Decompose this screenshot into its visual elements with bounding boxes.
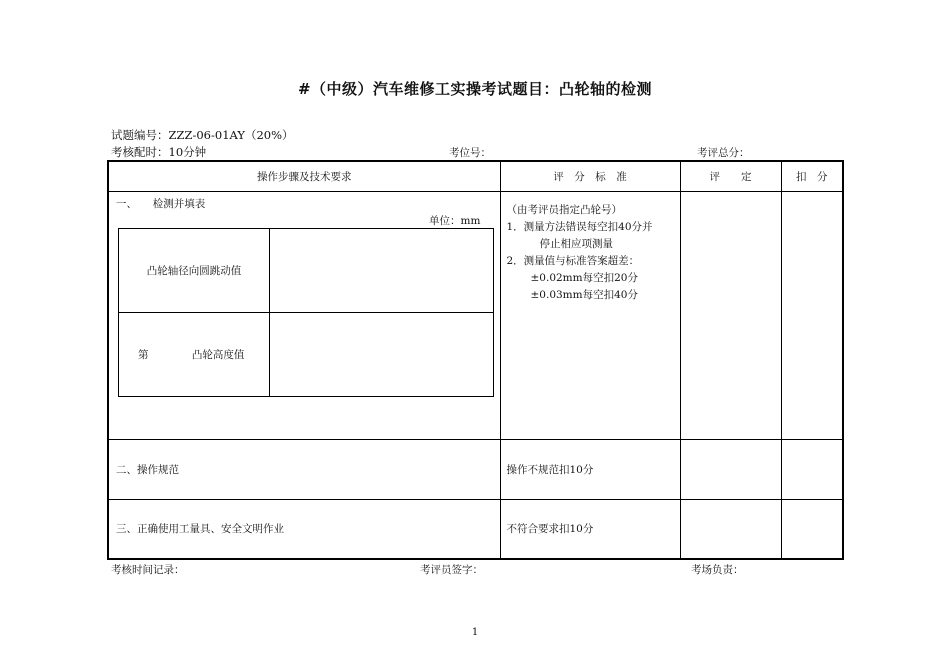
runout-value-field[interactable] (270, 228, 494, 312)
section1-title: 一、 检测并填表 (116, 197, 206, 210)
section1-evaluation-cell[interactable] (680, 191, 781, 439)
header-evaluation: 评 定 (680, 161, 781, 191)
total-score-label: 考评总分： (697, 147, 750, 159)
examiner-signature-label: 考评员签字： (420, 564, 483, 576)
section1-row (108, 191, 843, 439)
section3-criteria: 不符合要求扣10分 (500, 499, 680, 559)
section2-criteria: 操作不规范扣10分 (500, 439, 680, 499)
cam-number-prefix: 第 (138, 348, 149, 361)
section3-deduction-cell[interactable] (781, 499, 843, 559)
section1-steps-cell (108, 191, 500, 439)
section3-title: 三、正确使用工量具、安全文明作业 (108, 499, 500, 559)
scoring-table (107, 160, 844, 560)
criteria-item-1: 1．测量方法错误每空扣40分并 (506, 220, 653, 233)
unit-label: 单位：mm (429, 214, 481, 227)
page-number: 1 (471, 627, 479, 638)
section2-deduction-cell[interactable] (781, 439, 843, 499)
section1-deduction-cell[interactable] (781, 191, 843, 439)
venue-lead-label: 考场负责： (691, 564, 744, 576)
measurement-row (119, 312, 494, 396)
criteria-tolerance-2: ±0.03mm每空扣40分 (530, 288, 638, 301)
cam-height-label: 凸轮高度值 (191, 348, 245, 361)
cam-height-value-field[interactable] (270, 312, 494, 396)
section2-row (108, 439, 843, 499)
exam-time-record-label: 考核时间记录： (111, 564, 185, 576)
header-deduction: 扣 分 (781, 161, 843, 191)
document-title: #（中级）汽车维修工实操考试题目：凸轮轴的检测 (297, 80, 653, 98)
section3-evaluation-cell[interactable] (680, 499, 781, 559)
section1-criteria-cell (500, 191, 680, 439)
section3-row (108, 499, 843, 559)
table-header-row (108, 161, 843, 191)
criteria-item-1-cont: 停止相应项测量 (518, 237, 613, 250)
item-number: 试题编号：ZZZ-06-01AY（20%） (111, 128, 294, 142)
section2-evaluation-cell[interactable] (680, 439, 781, 499)
header-criteria: 评 分 标 准 (500, 161, 680, 191)
measurement-table (118, 228, 494, 397)
criteria-tolerance-1: ±0.02mm每空扣20分 (530, 271, 638, 284)
section2-title: 二、操作规范 (108, 439, 500, 499)
header-steps: 操作步骤及技术要求 (108, 161, 500, 191)
time-allotted: 考核配时：10分钟 (111, 145, 207, 159)
cam-height-label-cell (119, 312, 270, 396)
criteria-note: （由考评员指定凸轮号） (506, 203, 622, 216)
seat-number-label: 考位号： (449, 147, 491, 159)
runout-label: 凸轮轴径向圆跳动值 (119, 228, 270, 312)
criteria-item-2: 2．测量值与标准答案超差： (506, 254, 640, 267)
measurement-row (119, 228, 494, 312)
